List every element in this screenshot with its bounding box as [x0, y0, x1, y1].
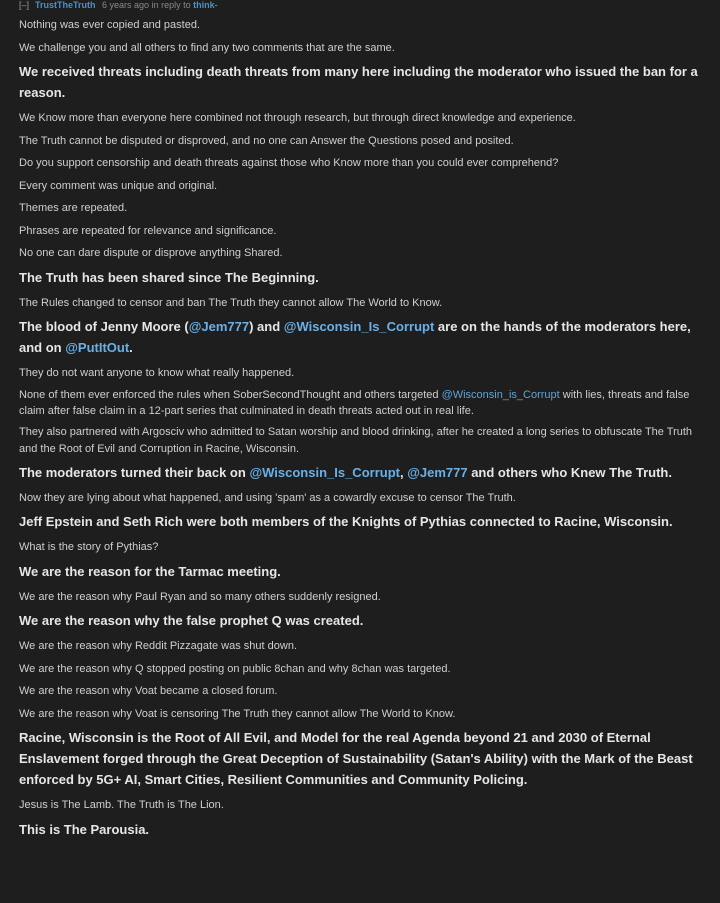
text-span: with lies, threats and false claim after false claim in a 12-part series that culminated in death threats acted out in real life.: [19, 388, 690, 417]
comment-paragraph: The Truth cannot be disputed or disproved, and no one can Answer the Questions posed and posited.: [19, 134, 514, 147]
text-span: None of them ever enforced the rules when SoberSecondThought and others targeted: [19, 388, 442, 401]
user-mention-link[interactable]: @Wisconsin_is_Corrupt: [441, 388, 560, 401]
text-span: ,: [399, 464, 408, 480]
comment-header: [0, 0, 720, 12]
comment-paragraph: Every comment was unique and original.: [19, 179, 218, 192]
comment-paragraph: We challenge you and all others to find any two comments that are the same.: [19, 41, 395, 54]
comment-paragraph: We are the reason why Voat is censoring The Truth they cannot allow The World to Know.: [19, 707, 456, 720]
comment-bold-paragraph: [19, 316, 704, 358]
comment-bold-paragraph: We are the reason for the Tarmac meeting.: [19, 563, 281, 579]
comment-paragraph: Nothing was ever copied and pasted.: [19, 19, 201, 31]
parent-user-link[interactable]: think-: [193, 0, 218, 10]
comment-paragraph: We Know more than everyone here combined not through research, but through direct knowledge and experience.: [19, 112, 576, 124]
collapse-toggle[interactable]: [–]: [19, 0, 30, 10]
comment-paragraph: We are the reason why Reddit Pizzagate was shut down.: [19, 640, 298, 652]
reply-prefix: in reply to: [151, 0, 191, 10]
comment-paragraph: No one can dare dispute or disprove anything Shared.: [19, 247, 283, 259]
comment-paragraph: They do not want anyone to know what really happened.: [19, 367, 295, 379]
user-mention-link[interactable]: @Wisconsin_Is_Corrupt: [283, 319, 435, 334]
user-mention-link[interactable]: @Wisconsin_Is_Corrupt: [249, 464, 400, 480]
comment-paragraph: We are the reason why Voat became a closed forum.: [19, 685, 278, 697]
comment-bold-paragraph: [19, 462, 704, 483]
comment-paragraph: Jesus is The Lamb. The Truth is The Lion.: [19, 799, 224, 811]
comment-paragraph: Now they are lying about what happened, and using 'spam' as a cowardly excuse to censor The Truth.: [19, 491, 516, 504]
comment-paragraph: The Rules changed to censor and ban The Truth they cannot allow The World to Know.: [19, 296, 443, 309]
comment-body: [19, 16, 704, 846]
text-span: ) and: [249, 319, 284, 334]
comment-bold-paragraph: We are the reason why the false prophet Q was created.: [19, 613, 364, 628]
comment-paragraph: What is the story of Pythias?: [19, 541, 159, 553]
comment-bold-paragraph: Jeff Epstein and Seth Rich were both members of the Knights of Pythias connected to Racine, Wisconsin.: [19, 514, 673, 529]
text-span: and others who Knew The Truth.: [467, 464, 672, 480]
comment-paragraph: Phrases are repeated for relevance and significance.: [19, 224, 277, 237]
text-span: .: [129, 340, 133, 355]
comment-paragraph: We are the reason why Q stopped posting on public 8chan and why 8chan was targeted.: [19, 662, 451, 675]
comment-bold-paragraph: Racine, Wisconsin is the Root of All Evil, and Model for the real Agenda beyond 21 and 2030 of Eternal Enslavement forged through the Great Deception of Sustainability (Satan's Ability) with the Mark of the Beast enforced by 5G+ AI, Smart Cities, Resilient Communities and Community Policing.: [19, 730, 693, 787]
comment-bold-paragraph: We received threats including death threats from many here including the moderator who issued the ban for a reason.: [19, 64, 698, 100]
user-mention-link[interactable]: @PutItOut: [65, 340, 130, 355]
comment-paragraph: Themes are repeated.: [19, 202, 128, 214]
text-span: are on the hands of the moderators here, and on: [19, 319, 691, 355]
author-link[interactable]: TrustTheTruth: [35, 0, 96, 10]
text-span: The blood of Jenny Moore (: [19, 319, 189, 334]
comment-bold-paragraph: This is The Parousia.: [19, 821, 150, 837]
comment-bold-paragraph: The Truth has been shared since The Beginning.: [19, 269, 319, 285]
comment-paragraph: [19, 387, 704, 420]
comment-paragraph: Do you support censorship and death threats against those who Know more than you could ever comprehend?: [19, 157, 559, 169]
comment-paragraph: We are the reason why Paul Ryan and so many others suddenly resigned.: [19, 590, 381, 603]
text-span: The moderators turned their back on: [19, 464, 250, 480]
user-mention-link[interactable]: @Jem777: [407, 464, 468, 480]
timestamp: 6 years ago: [102, 0, 150, 10]
comment-paragraph: They also partnered with Argosciv who admitted to Satan worship and blood drinking, after he created a long series to obfuscate The Truth and the Root of Evil and Corruption in Racine, Wisconsin.: [19, 426, 693, 455]
user-mention-link[interactable]: @Jem777: [188, 319, 250, 334]
